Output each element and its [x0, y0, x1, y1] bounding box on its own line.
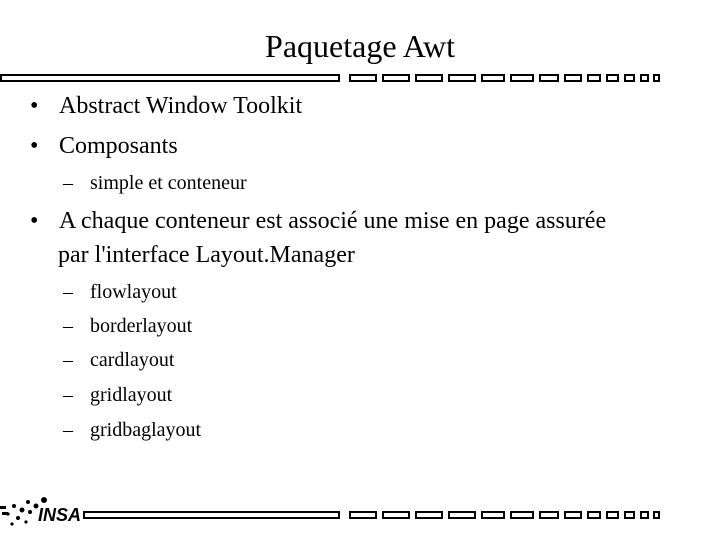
dash-marker: –	[63, 281, 73, 303]
dash-marker: –	[63, 172, 73, 194]
sub-item	[63, 383, 172, 407]
bullet-marker: •	[30, 93, 39, 119]
slide-title: Paquetage Awt	[265, 28, 455, 64]
logo-wordmark: INSA	[38, 505, 82, 525]
sub-item-text: borderlayout	[90, 315, 193, 337]
bullet-item	[30, 131, 178, 161]
title-divider	[0, 72, 720, 86]
sub-item	[63, 418, 201, 442]
bullet-item	[30, 206, 606, 236]
bullet-text: Composants	[59, 133, 178, 159]
dash-marker: –	[63, 315, 73, 337]
sub-item-text: flowlayout	[90, 281, 177, 303]
bullet-item	[30, 91, 302, 121]
sub-item	[63, 314, 192, 338]
sub-item-text: cardlayout	[90, 349, 175, 371]
bullet-marker: •	[30, 133, 39, 159]
dash-marker: –	[63, 384, 73, 406]
dash-marker: –	[63, 349, 73, 371]
sub-item	[63, 348, 174, 372]
sub-item-text: simple et conteneur	[90, 172, 247, 194]
footer-divider	[0, 509, 720, 523]
sub-item-text: gridbaglayout	[90, 419, 202, 441]
dash-marker: –	[63, 419, 73, 441]
bullet-text: Abstract Window Toolkit	[59, 93, 303, 119]
bullet-marker: •	[30, 208, 39, 234]
bullet-text: A chaque conteneur est associé une mise en page assurée	[59, 208, 607, 234]
sub-item	[63, 171, 247, 195]
bullet-continuation: par l'interface Layout.Manager	[58, 242, 355, 268]
sub-item	[63, 280, 177, 304]
sub-item-text: gridlayout	[90, 384, 173, 406]
